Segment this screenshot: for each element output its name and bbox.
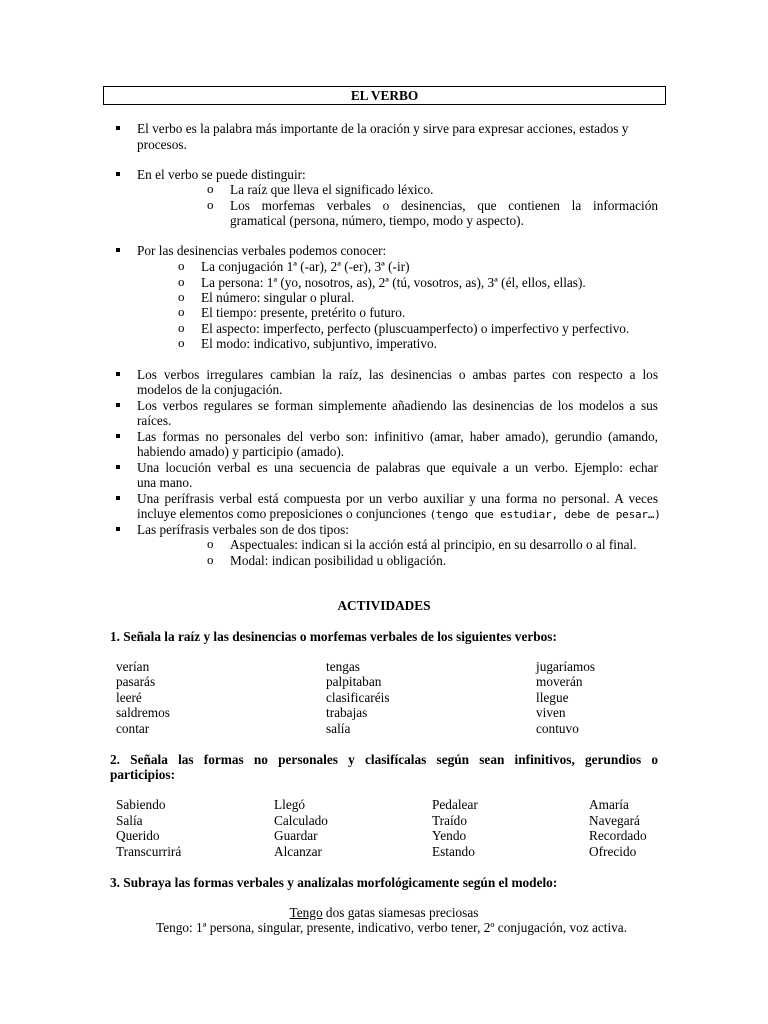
sub-marker: o <box>207 552 214 567</box>
q1-word: leeré <box>116 690 142 705</box>
bullet-marker <box>116 126 120 130</box>
bullet-7-line-2: una mano. <box>137 475 193 490</box>
bullet-marker <box>116 403 120 407</box>
q1-word: saldremos <box>116 705 170 720</box>
bullet-marker <box>116 496 120 500</box>
q3-title: 3. Subraya las formas verbales y analízalas morfológicamente según el modelo: <box>110 875 558 890</box>
q1-word: clasificaréis <box>326 690 390 705</box>
q2-word: Yendo <box>432 828 467 843</box>
q3-example-analysis: Tengo: 1ª persona, singular, presente, indicativo, verbo tener, 2º conjugación, voz activa. <box>156 920 628 935</box>
sub-marker: o <box>207 197 214 212</box>
sub-item-conjugacion: La conjugación 1ª (-ar), 2ª (-er), 3ª (-ir) <box>201 259 410 274</box>
sub-item-modal: Modal: indican posibilidad u obligación. <box>230 553 447 568</box>
q2-word: Sabiendo <box>116 797 166 812</box>
sub-marker: o <box>178 335 185 350</box>
q2-word: Alcanzar <box>274 844 322 859</box>
q2-word: Estando <box>432 844 475 859</box>
q1-word: jugaríamos <box>536 659 596 674</box>
bullet-5-line-1: Los verbos regulares se forman simplemente añadiendo las desinencias de los modelos a sus <box>137 398 658 413</box>
bullet-marker <box>116 434 120 438</box>
sub-marker: o <box>178 289 185 304</box>
bullet-4-line-1: Los verbos irregulares cambian la raíz, las desinencias o ambas partes con respecto a los <box>137 367 658 382</box>
activities-heading: ACTIVIDADES <box>337 598 431 613</box>
q2-word: Pedalear <box>432 797 478 812</box>
sub-item-tiempo: El tiempo: presente, pretérito o futuro. <box>201 305 406 320</box>
q1-word: contuvo <box>536 721 579 736</box>
bullet-7-line-1: Una locución verbal es una secuencia de palabras que equivale a un verbo. Ejemplo: echar <box>137 460 658 475</box>
q2-word: Salía <box>116 813 143 828</box>
sub-marker: o <box>207 181 214 196</box>
bullet-marker <box>116 465 120 469</box>
bullet-8-examples: (tengo que estudiar, debe de pesar…) <box>429 508 661 521</box>
q2-word: Guardar <box>274 828 318 843</box>
q1-word: verían <box>116 659 150 674</box>
q1-word: trabajas <box>326 705 368 720</box>
q2-word: Ofrecido <box>589 844 637 859</box>
q2-word: Querido <box>116 828 160 843</box>
q2-word: Transcurrirá <box>116 844 182 859</box>
q1-word: tengas <box>326 659 360 674</box>
sub-item-modo: El modo: indicativo, subjuntivo, imperativo. <box>201 336 437 351</box>
sub-item-morfemas-line-2: gramatical (persona, número, tiempo, modo y aspecto). <box>230 213 524 228</box>
sub-marker: o <box>178 320 185 335</box>
q2-word: Navegará <box>589 813 640 828</box>
q2-title-line-1: 2. Señala las formas no personales y clasifícalas según sean infinitivos, gerundios o <box>110 752 658 767</box>
sub-marker: o <box>178 304 185 319</box>
bullet-9-line-1: Las perífrasis verbales son de dos tipos: <box>137 522 349 537</box>
sub-marker: o <box>178 258 185 273</box>
q2-word: Recordado <box>589 828 647 843</box>
bullet-8-line-2 <box>137 506 667 523</box>
bullet-marker <box>116 172 120 176</box>
bullet-marker <box>116 372 120 376</box>
sub-marker: o <box>178 274 185 289</box>
q3-example-sentence <box>0 905 768 921</box>
sub-item-persona: La persona: 1ª (yo, nosotros, as), 2ª (tú, vosotros, as), 3ª (él, ellos, ellas). <box>201 275 586 290</box>
q3-example-rest: dos gatas siamesas preciosas <box>322 905 479 920</box>
q2-word: Traído <box>432 813 467 828</box>
page-title: EL VERBO <box>103 86 666 105</box>
bullet-6-line-1: Las formas no personales del verbo son: infinitivo (amar, haber amado), gerundio (amando, <box>137 429 658 444</box>
sub-item-aspectuales: Aspectuales: indican si la acción está al principio, en su desarrollo o al final. <box>230 537 637 552</box>
sub-item-morfemas-line-1: Los morfemas verbales o desinencias, que contienen la información <box>230 198 658 213</box>
bullet-marker <box>116 248 120 252</box>
sub-item-raiz: La raíz que lleva el significado léxico. <box>230 182 434 197</box>
q1-word: pasarás <box>116 674 156 689</box>
bullet-4-line-2: modelos de la conjugación. <box>137 382 283 397</box>
q2-word: Amaría <box>589 797 629 812</box>
q2-word: Llegó <box>274 797 306 812</box>
sub-marker: o <box>207 536 214 551</box>
q1-title: 1. Señala la raíz y las desinencias o morfemas verbales de los siguientes verbos: <box>110 629 557 644</box>
q1-word: moverán <box>536 674 583 689</box>
q2-word: Calculado <box>274 813 328 828</box>
q2-title-line-2: participios: <box>110 767 176 782</box>
q1-word: salía <box>326 721 351 736</box>
sub-item-aspecto: El aspecto: imperfecto, perfecto (pluscuamperfecto) o imperfectivo y perfectivo. <box>201 321 630 336</box>
q1-word: viven <box>536 705 566 720</box>
sub-item-numero: El número: singular o plural. <box>201 290 355 305</box>
bullet-3-line-1: Por las desinencias verbales podemos conocer: <box>137 243 387 258</box>
bullet-2-line-1: En el verbo se puede distinguir: <box>137 167 306 182</box>
bullet-1-line-1: El verbo es la palabra más importante de la oración y sirve para expresar acciones, estados y <box>137 121 629 136</box>
bullet-1-line-2: procesos. <box>137 137 187 152</box>
q1-word: llegue <box>536 690 569 705</box>
q1-word: contar <box>116 721 150 736</box>
bullet-5-line-2: raíces. <box>137 413 172 428</box>
q1-word: palpitaban <box>326 674 382 689</box>
bullet-6-line-2: habiendo amado) y participio (amado). <box>137 444 345 459</box>
q3-example-verb: Tengo <box>289 905 323 920</box>
bullet-8-line-1: Una perífrasis verbal está compuesta por un verbo auxiliar y una forma no personal. A veces <box>137 491 658 506</box>
bullet-marker <box>116 527 120 531</box>
bullet-8-line-2-text: incluye elementos como preposiciones o conjunciones <box>137 506 430 521</box>
